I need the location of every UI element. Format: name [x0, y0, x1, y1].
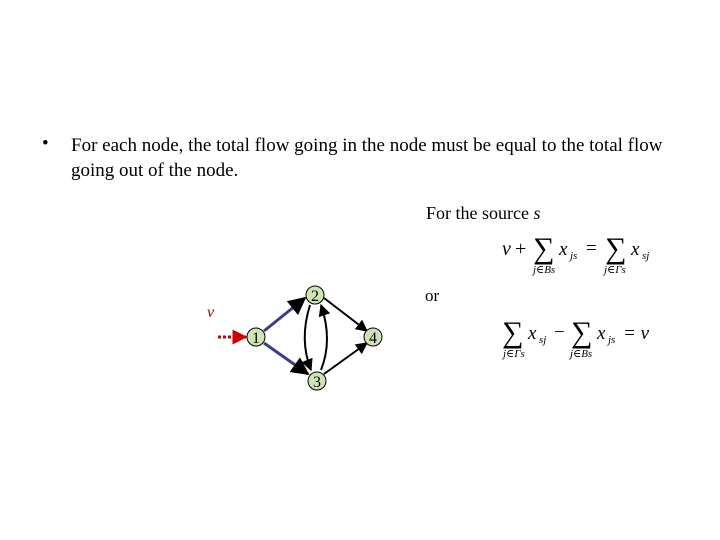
node-1-label: 1 [252, 330, 260, 347]
eq2-t1-sub: sj [539, 334, 547, 346]
eq1-rhs-sub: sj [642, 250, 650, 262]
eq1-sum-right: ∑ [605, 232, 627, 265]
eq1-plus: + [515, 238, 527, 260]
bullet-text: For each node, the total flow going in the node must be equal to the total flow going out of the node. [71, 135, 663, 181]
edge-2-4 [324, 298, 367, 331]
equation-net-outflow [500, 312, 670, 366]
node-3 [308, 372, 326, 391]
bullet-marker: • [42, 133, 49, 154]
eq2-t1-under: j∈Γs [503, 348, 525, 360]
eq1-lhs-under: j∈Bs [533, 264, 556, 276]
eq1-lhs-term: x [559, 239, 568, 260]
inflow-label: v [207, 304, 215, 321]
node-2 [306, 286, 324, 305]
eq2-t1-term: x [528, 323, 537, 344]
flow-network-diagram [195, 280, 395, 400]
formula-title-var: s [533, 203, 541, 223]
eq2-minus: − [554, 322, 565, 343]
edge-2-3 [305, 305, 311, 370]
node-2-label: 2 [311, 288, 319, 305]
eq2-sum-left: ∑ [502, 316, 524, 349]
eq1-rhs-under: j∈Γs [604, 264, 626, 276]
edge-1-3 [264, 343, 308, 374]
eq1-v: v [502, 238, 511, 260]
edge-3-2 [321, 305, 327, 370]
eq2-equals-v: = v [623, 323, 650, 344]
eq2-t2-under: j∈Bs [570, 348, 593, 360]
node-3-label: 3 [313, 374, 321, 391]
formula-title-prefix: For the source [426, 203, 534, 223]
eq2-t2-sub: js [608, 334, 616, 346]
edge-1-2 [264, 298, 305, 331]
formula-title [426, 203, 541, 224]
eq1-rhs-term: x [631, 239, 640, 260]
node-1 [247, 328, 265, 347]
or-word: or [425, 286, 440, 305]
eq1-sum-left: ∑ [533, 232, 555, 265]
eq2-t2-term: x [597, 323, 606, 344]
equation-source-balance [498, 228, 668, 282]
eq2-sum-right: ∑ [571, 316, 593, 349]
node-4-label: 4 [369, 330, 377, 347]
edge-3-4 [324, 343, 367, 374]
eq1-lhs-sub: js [570, 250, 578, 262]
eq1-equals: = [586, 238, 597, 259]
